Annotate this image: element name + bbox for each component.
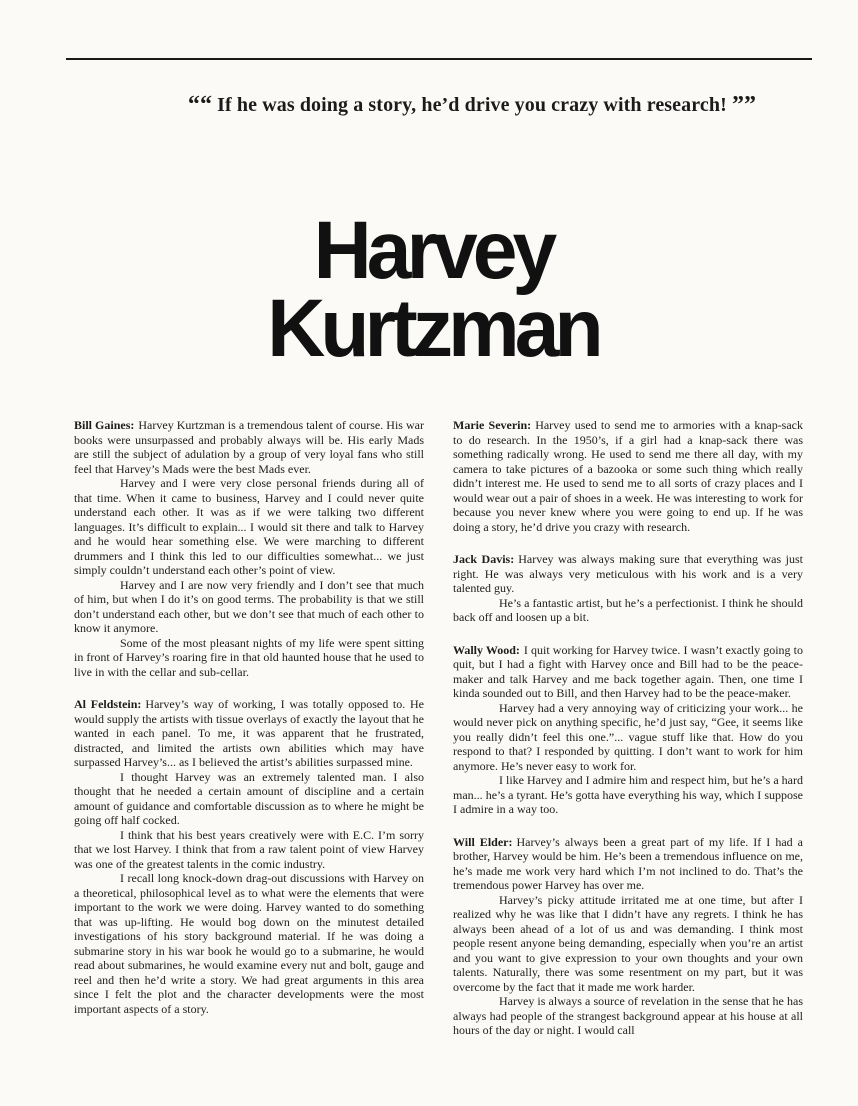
paragraph: Harvey used to send me to armories with a knap-sack to do research. In the 1950’s, if a girl had a knap-sack there was something radically wrong. He used to send me there all day, with my camera to take pictures of a bazooka or some such thing which really didn’t interest me. He used to send me to all sorts of crazy places and I would wear out a pair of shoes in a week. He was interesting to work for because you never knew where you were going to end up. If he was doing a story, he’d drive you crazy with research. — [453, 418, 804, 534]
paragraph: Harvey was always making sure that everything was just right. He was always very meticulous with his work and is a very talented guy. — [453, 552, 803, 595]
close-quote-mark: ”” — [731, 92, 757, 118]
speaker-block-feldstein — [74, 697, 424, 1016]
paragraph: I quit working for Harvey twice. I wasn’t exactly going to quit, but I had a fight with Harvey once and Bill had to be the peace-maker and talk Harvey and me back together again. Then, one time I kinda sounded out to Bill, and then Harvey had to be the peace-maker. — [453, 642, 803, 700]
paragraph: Some of the most pleasant nights of my life were spent sitting in front of Harvey’s roaring fire in that old haunted house that he used to live in with the cellar and sub-cellar. — [74, 635, 424, 679]
paragraph: I thought Harvey was an extremely talented man. I also thought that he needed a certain amount of discipline and a certain amount of guidance and comfortable discussion as to where he might be going off half cocked. — [74, 769, 424, 827]
left-column — [74, 418, 424, 1034]
speaker-name: Will Elder: — [453, 834, 513, 849]
pull-quote-text: If he was doing a story, he’d drive you crazy with research! — [217, 94, 727, 116]
paragraph: Harvey’s always been a great part of my life. If I had a brother, Harvey would be him. He’s been a tremendous influence on me, he’s made me work very hard which I’m not inclined to do. That’s the tremendous power Harvey has over me. — [453, 834, 804, 892]
speaker-block-gaines — [74, 418, 424, 679]
paragraph: Harvey is always a source of revelation in the sense that he has always had people of the strangest background appear at his house at all hours of the day or night. I would call — [453, 994, 803, 1037]
title-line-2: Kurtzman — [267, 283, 599, 374]
pull-quote — [0, 92, 858, 119]
open-quote-mark: ““ — [187, 92, 213, 118]
title-line-1: Harvey — [313, 205, 553, 296]
speaker-name: Wally Wood: — [453, 642, 520, 657]
paragraph: I recall long knock-down drag-out discussions with Harvey on a theoretical, philosophical level as to what were the elements that were important to the work we were doing. Harvey wanted to do something that was up-lifting. He would bog down on the minutest detailed investigations of his story background material. If he was doing a submarine story in his war book he would go to a submarine, he would read about submarines, he would examine every nut and bolt, gauge and reel and then he’d write a story. We had great arguments in this area since I felt the plot and the character developments were the most important aspects of a story. — [74, 871, 424, 1016]
article-title — [9, 205, 858, 374]
paragraph: Harvey’s way of working, I was totally opposed to. He would supply the artists with tissue overlays of exactly the layout that he wanted in each panel. To me, it was apparent that he frustrated, distracted, and limited the artists own abilities which may have surpassed Harvey’s... as I believed the artist’s abilities surpassed mine. — [74, 697, 424, 769]
top-rule — [66, 58, 812, 60]
paragraph: I like Harvey and I admire him and respect him, but he’s a hard man... he’s a tyrant. He’s gotta have everything his way, which I suppose I admire in a way too. — [453, 773, 803, 816]
paragraph: Harvey had a very annoying way of criticizing your work... he would never pick on anything specific, he’d just say, “Gee, it seems like you really didn’t feel this one.”... vague stuff like that. How do you respond to that? I responded by quitting. I don’t want to work for him anymore. He’s never easy to work for. — [453, 700, 803, 773]
speaker-name: Bill Gaines: — [74, 418, 135, 432]
speaker-block-elder — [453, 835, 803, 1038]
right-column — [453, 418, 803, 1056]
paragraph: Harvey’s picky attitude irritated me at one time, but after I realized why he was like that I didn’t have any regrets. I think he has always been ahead of a lot of us and was demanding. I think most people resent anyone being demanding, especially when you’re an artist and you want to give expression to your own thoughts and your own talents. Naturally, there was some resentment on my part, but it was overcome by the fact that it made me work harder. — [453, 892, 803, 994]
paragraph: I think that his best years creatively were with E.C. I’m sorry that we lost Harvey. I think that from a raw talent point of view Harvey was one of the greatest talents in the comic industry. — [74, 827, 424, 871]
paragraph: Harvey Kurtzman is a tremendous talent of course. His war books were unsurpassed and probably always will be. His early Mads are still the subject of adulation by a group of very loyal fans who still feel that Harvey’s Mads were the best Mads ever. — [74, 418, 424, 476]
speaker-block-wood — [453, 643, 803, 817]
speaker-block-davis — [453, 552, 803, 625]
speaker-block-severin — [453, 418, 803, 534]
speaker-name: Al Feldstein: — [74, 697, 142, 711]
paragraph: He’s a fantastic artist, but he’s a perfectionist. I think he should back off and loosen up a bit. — [453, 595, 803, 624]
paragraph: Harvey and I were very close personal friends during all of that time. When it came to business, Harvey and I could never quite understand each other. It was as if we were talking two different languages. It’s difficult to explain... I would sit there and talk to Harvey and he would hear something else. We were marching to different drummers and I think this led to our difficulties somewhat... we just simply couldn’t understand each other’s point of view. — [74, 476, 424, 577]
speaker-name: Jack Davis: — [453, 552, 515, 566]
speaker-name: Marie Severin: — [453, 418, 532, 432]
paragraph: Harvey and I are now very friendly and I don’t see that much of him, but when I do it’s on good terms. The probability is that we still don’t understand each other, but we don’t see that much of each other to know it anymore. — [74, 577, 424, 635]
